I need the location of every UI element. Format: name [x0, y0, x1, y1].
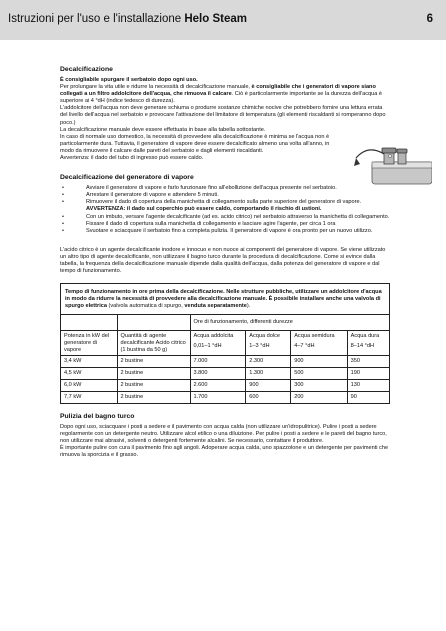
decalc-paragraph-1 [60, 84, 390, 105]
bullet: • [62, 220, 64, 227]
title-product: Helo Steam [184, 13, 247, 25]
table-cell: 7,7 kW [61, 391, 117, 402]
title-plain: Istruzioni per l'uso e l'installazione [8, 13, 185, 25]
page-number: 6 [426, 13, 433, 25]
col-header-hardness [190, 330, 246, 355]
group-header: Ore di funzionamento, differenti durezze [190, 315, 389, 330]
hardness-name: Acqua addolcita [193, 332, 234, 339]
table-cell: 3.800 [190, 368, 246, 380]
list-item [60, 199, 390, 213]
decalc-p1-a: Per prolungare la vita utile e ridurre la necessità di decalcificazione manuale, [60, 84, 252, 91]
decalc-p1-b: è consigliabile che i generatori di vapore siano collegati a un filtro addolcitore dell'acqua, che rimuova il calcare [60, 84, 376, 98]
table-cell: 200 [291, 391, 347, 402]
table-cell: 900 [246, 379, 291, 391]
step-warning: AVVERTENZA: il dado sul coperchio può essere caldo, comportando il rischio di ustioni. [86, 206, 322, 213]
table-row [61, 379, 389, 391]
table-cell: 1.700 [190, 391, 246, 402]
hardness-name: Acqua semidura [294, 332, 335, 339]
section-title-decalcificazione: Decalcificazione [60, 66, 113, 73]
table-cell: 300 [291, 379, 347, 391]
bullet: • [62, 213, 64, 220]
bullet: • [62, 199, 64, 206]
page-content [60, 66, 390, 459]
hardness-range: 0,01–1 °dH [193, 342, 222, 349]
hardness-range: 4–7 °dH [294, 342, 315, 349]
decalc-table-box [60, 283, 390, 403]
section-title-pulizia: Pulizia del bagno turco [60, 412, 135, 420]
citric-paragraph: L'acido citrico è un agente decalcificante inodore e innocuo e non nuoce ai componenti del generatore di vapore. Se viene utilizzato un altro tipo di agente decalcificante, non utilizzare il bagno turco durante la procedura di decalcificazione. Come si evince dalla tabella, la frequenza della decalcificazione manuale dipende dalla qualità dell'acqua, dalla potenza del generatore di vapore e dal tempo di funzionamento. [60, 246, 386, 275]
table-note [61, 284, 389, 315]
hardness-name: Acqua dura [350, 332, 380, 339]
table-cell: 350 [347, 356, 389, 368]
hardness-range: 8–14 °dH [350, 342, 375, 349]
decalc-table [61, 315, 389, 402]
table-row [61, 356, 389, 368]
table-cell: 600 [246, 391, 291, 402]
table-cell: 3,4 kW [61, 356, 117, 368]
table-row [61, 391, 389, 402]
note-bold: Tempo di funzionamento in ore prima della decalcificazione. Nelle strutture pubbliche, utilizzare un addolcitore d'acqua in modo da ridurre la necessità di provvedere alla decalcificazione manuale. È possibile installare anche una valvola di spurgo elettrica [65, 289, 382, 310]
table-cell: 2 bustine [117, 379, 190, 391]
table-cell: 2.600 [190, 379, 246, 391]
step-text: Avviare il generatore di vapore e farlo funzionare fino all'ebollizione dell'acqua presente nel serbatoio. [86, 185, 337, 192]
step-text: Fissare il dado di copertura sulla manichetta di collegamento e lasciare agire l'agente, per circa 1 ora [86, 220, 336, 227]
hardness-name: Acqua dolce [249, 332, 281, 339]
list-item [60, 221, 390, 228]
decalc-wrap [60, 134, 390, 162]
list-item [60, 228, 390, 235]
bullet: • [62, 192, 64, 199]
col-header-hardness [347, 330, 389, 355]
decalc-lead: È consigliabile spurgare il serbatoio dopo ogni uso. [60, 77, 198, 83]
list-item [60, 185, 390, 192]
decalc-paragraph-4: In caso di normale uso domestico, la necessità di provvedere alla decalcificazione è minima se l'acqua non è particolarmente dura. Tuttavia, il generatore di vapore deve essere decalcificato almeno una volta all'anno, in modo da rimuovere il calcare dalle pareti del serbatoio e dagli elementi riscaldanti. [60, 133, 330, 154]
table-cell: 4,5 kW [61, 368, 117, 380]
col-header-hardness [291, 330, 347, 355]
bullet: • [62, 185, 64, 192]
table-cell: 90 [347, 391, 389, 402]
document-title [8, 13, 247, 25]
table-cell: 500 [291, 368, 347, 380]
decalc-steps [60, 185, 390, 235]
table-empty-cell [61, 315, 117, 330]
step-text: Rimuovere il dado di copertura della manichetta di collegamento sulla parte superiore del generatore di vapore. [86, 199, 362, 206]
table-cell: 900 [291, 356, 347, 368]
table-cell: 2 bustine [117, 368, 190, 380]
decalc-p1-c: . Ciò è particolarmente importante se la durezza dell'acqua è superiore ai 4 °dH (indice tedesco di durezza). [60, 91, 383, 105]
table-row [61, 330, 389, 355]
table-cell: 7.000 [190, 356, 246, 368]
note-end: ). [246, 303, 251, 310]
table-cell: 6,0 kW [61, 379, 117, 391]
decalc-paragraph-2: L'addolcitore dell'acqua non deve generare schiuma o produrre sostanze chimiche nocive che potrebbero fornire una lettura errata del livello dell'acqua nel serbatoio e provocare l'attivazione del limitatore di temperatura (gli elementi riscaldanti si romperanno dopo poco.) [60, 105, 386, 126]
col-header-qty: Quantità di agente decalcificante Acido citrico (1 bustina da 50 g) [117, 330, 190, 355]
steam-generator-illustration [350, 142, 432, 188]
table-cell: 130 [347, 379, 389, 391]
bullet: • [62, 227, 64, 234]
table-cell: 2 bustine [117, 356, 190, 368]
table-cell: 190 [347, 368, 389, 380]
hardness-range: 1–3 °dH [249, 342, 270, 349]
table-cell: 1.300 [246, 368, 291, 380]
table-cell: 2.300 [246, 356, 291, 368]
page-header [0, 0, 446, 40]
section-title-generatore: Decalcificazione del generatore di vapore [60, 174, 194, 182]
step-text: Con un imbuto, versare l'agente decalcificante (ad es. acido citrico) nel serbatoio attraverso la manichetta di collegamento. [86, 213, 390, 220]
list-item [60, 214, 390, 221]
list-item [60, 192, 390, 199]
note-bold-2: venduta separatamente [184, 303, 247, 310]
table-empty-cell [117, 315, 190, 330]
col-header-hardness [246, 330, 291, 355]
table-row [61, 368, 389, 380]
step-text: Svuotare e sciacquare il serbatoio fino a completa pulizia. Il generatore di vapore è ora pronto per un nuovo utilizzo. [86, 227, 373, 234]
decalc-warning: Avvertenza: il dado del tubo di ingresso può essere caldo. [60, 155, 204, 162]
step-text: Arrestare il generatore di vapore e attendere 5 minuti. [86, 192, 219, 199]
decalc-paragraph-3: La decalcificazione manuale deve essere effettuata in base alla tabella sottostante. [60, 126, 266, 133]
note-plain: (valvola automatica di spurgo, [106, 303, 185, 310]
turkish-paragraph-1: Dopo ogni uso, sciacquare i posti a sedere e il pavimento con acqua calda (non utilizzare un'idropulitrice). Pulire i posti a sedere regolarmente con un detergente neutro. Utilizzare alcol etilico o una diluizione. Per pulire i posti a sedere e le pareti del bagno turco, non utilizzare mai abrasivi, solventi o detergenti fortemente alcalini. Se necessario, contattare il produttore. [60, 423, 387, 444]
table-cell: 2 bustine [117, 391, 190, 402]
turkish-paragraph-2: È importante pulire con cura il pavimento fino agli angoli. Adoperare acqua calda, uno spazzolone e un detergente per pavimenti che rimuova la sporcizia e il grasso. [60, 444, 389, 458]
table-row [61, 315, 389, 330]
col-header-power: Potenza in kW del generatore di vapore [61, 330, 117, 355]
